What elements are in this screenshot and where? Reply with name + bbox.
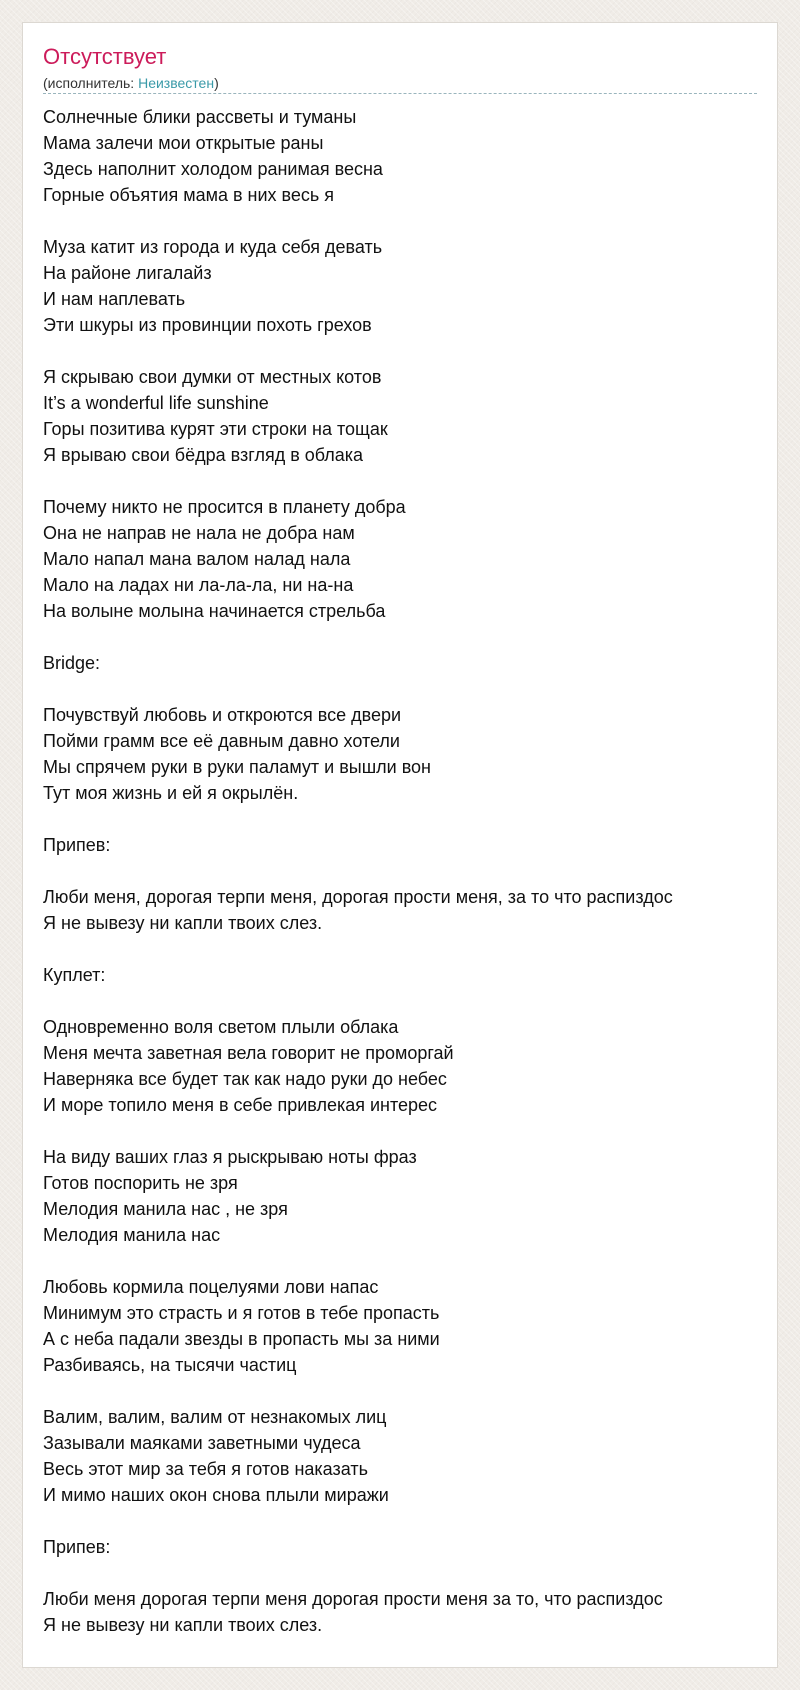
lyric-line: А с неба падали звезды в пропасть мы за ними [43,1329,440,1349]
lyrics-text [43,104,757,1638]
lyric-line: Меня мечта заветная вела говорит не проморгай [43,1043,454,1063]
lyric-line: Одновременно воля светом плыли облака [43,1017,399,1037]
lyric-line: Мелодия манила нас [43,1225,221,1245]
lyric-line: И нам наплевать [43,289,186,309]
lyric-line: Муза катит из города и куда себя девать [43,237,383,257]
artist-line [43,74,757,94]
lyric-line: Bridge: [43,653,101,673]
lyric-line: Весь этот мир за тебя я готов наказать [43,1459,368,1479]
stanza-break [43,1248,757,1274]
stanza-break [43,936,757,962]
lyric-line: Люби меня, дорогая терпи меня, дорогая прости меня, за то что распиздос [43,887,673,907]
stanza-break [43,1118,757,1144]
stanza-break [43,858,757,884]
stanza-break [43,676,757,702]
lyric-line: Зазывали маяками заветными чудеса [43,1433,361,1453]
stanza-break [43,1560,757,1586]
lyric-line: Припев: [43,1537,111,1557]
lyric-line: Она не направ не нала не добра нам [43,523,355,543]
stanza-break [43,208,757,234]
artist-suffix: ) [214,75,219,91]
lyric-line: На волыне молына начинается стрельба [43,601,386,621]
lyric-line: Горные объятия мама в них весь я [43,185,335,205]
lyric-line: Мелодия манила нас , не зря [43,1199,288,1219]
lyric-line: На районе лигалайз [43,263,212,283]
lyric-line: Эти шкуры из провинции похоть грехов [43,315,372,335]
artist-link[interactable]: Неизвестен [138,75,215,91]
lyric-line: Валим, валим, валим от незнакомых лиц [43,1407,387,1427]
lyric-line: It’s a wonderful life sunshine [43,393,269,413]
lyric-line: На виду ваших глаз я рыскрываю ноты фраз [43,1147,417,1167]
stanza-break [43,338,757,364]
stanza-break [43,1378,757,1404]
lyric-line: Я не вывезу ни капли твоих слез. [43,913,323,933]
lyric-line: Тут моя жизнь и ей я окрылён. [43,783,299,803]
lyric-line: Куплет: [43,965,106,985]
lyric-line: Готов поспорить не зря [43,1173,238,1193]
lyric-line: Я скрываю свои думки от местных котов [43,367,382,387]
lyric-line: Я не вывезу ни капли твоих слез. [43,1615,323,1635]
lyric-line: И море топило меня в себе привлекая интерес [43,1095,438,1115]
lyric-line: Припев: [43,835,111,855]
lyric-line: Горы позитива курят эти строки на тощак [43,419,388,439]
lyric-line: Мама залечи мои открытые раны [43,133,324,153]
lyrics-card [22,22,778,1668]
stanza-break [43,988,757,1014]
stanza-break [43,1508,757,1534]
lyric-line: Здесь наполнит холодом ранимая весна [43,159,383,179]
lyric-line: Почему никто не просится в планету добра [43,497,406,517]
stanza-break [43,468,757,494]
song-title: Отсутствует [43,44,167,69]
lyric-line: Мы спрячем руки в руки паламут и вышли вон [43,757,432,777]
lyric-line: Минимум это страсть и я готов в тебе пропасть [43,1303,440,1323]
lyric-line: Любовь кормила поцелуями лови напас [43,1277,379,1297]
lyric-line: Я врываю свои бёдра взгляд в облака [43,445,364,465]
lyric-line: Мало напал мана валом налад нала [43,549,351,569]
stanza-break [43,806,757,832]
stanza-break [43,624,757,650]
lyric-line: Люби меня дорогая терпи меня дорогая прости меня за то, что распиздос [43,1589,663,1609]
lyric-line: Разбиваясь, на тысячи частиц [43,1355,297,1375]
lyric-line: Солнечные блики рассветы и туманы [43,107,357,127]
lyric-line: Наверняка все будет так как надо руки до небес [43,1069,447,1089]
lyric-line: И мимо наших окон снова плыли миражи [43,1485,389,1505]
artist-prefix: (исполнитель: [43,75,139,91]
lyric-line: Мало на ладах ни ла-ла-ла, ни на-на [43,575,354,595]
lyric-line: Почувствуй любовь и откроются все двери [43,705,402,725]
lyric-line: Пойми грамм все её давным давно хотели [43,731,400,751]
